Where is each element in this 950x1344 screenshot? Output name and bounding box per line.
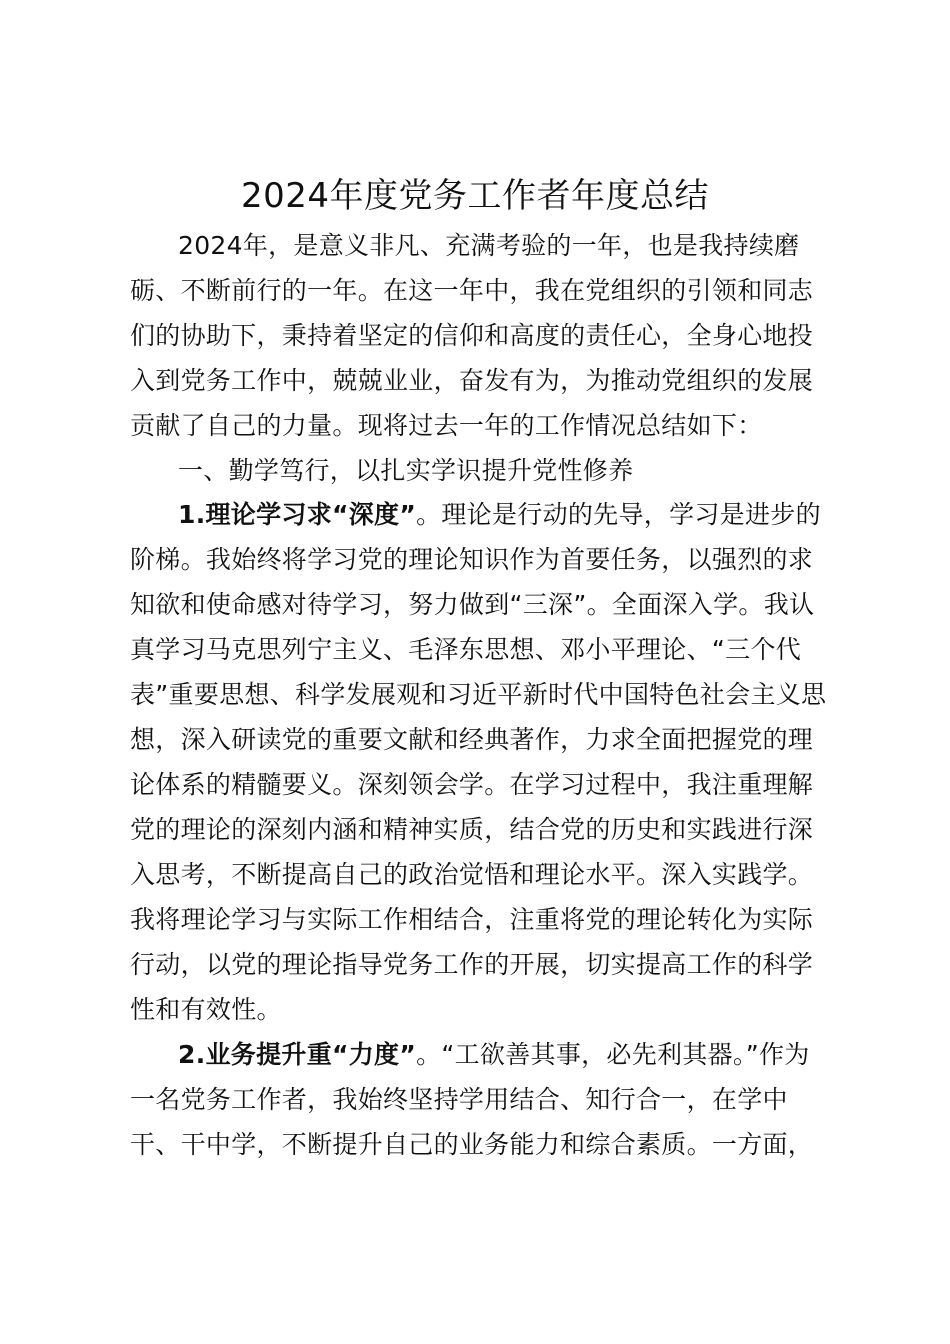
item1-line: 表”重要思想、科学发展观和习近平新时代中国特色社会主义思 — [130, 680, 827, 709]
item2-line: 干、干中学，不断提升自己的业务能力和综合素质。一方面， — [130, 1130, 814, 1159]
intro-line-2: 砺、不断前行的一年。在这一年中，我在党组织的引领和同志 — [130, 276, 814, 305]
item1-line: 阶梯。我始终将学习党的理论知识作为首要任务，以强烈的求 — [130, 545, 814, 574]
intro-line-5: 贡献了自己的力量。现将过去一年的工作情况总结如下： — [130, 411, 763, 440]
item1-line: 性和有效性。 — [130, 995, 282, 1024]
item1-line: 论体系的精髓要义。深刻领会学。在学习过程中，我注重理解 — [130, 770, 814, 799]
section-heading: 一、勤学笃行，以扎实学识提升党性修养 — [178, 456, 634, 485]
intro-line-4: 入到党务工作中，兢兢业业，奋发有为，为推动党组织的发展 — [130, 366, 814, 395]
item2-line: 一名党务工作者，我始终坚持学用结合、知行合一，在学中 — [130, 1085, 788, 1114]
item1-heading: 1.理论学习求“深度” — [178, 500, 417, 529]
item1-first-line-text: 。理论是行动的先导，学习是进步的 — [416, 500, 821, 529]
item1-line: 入思考，不断提高自己的政治觉悟和理论水平。深入实践学。 — [130, 860, 814, 889]
item2-first-line — [178, 1032, 850, 1077]
intro-line-1: 2024年，是意义非凡、充满考验的一年，也是我持续磨 — [178, 231, 800, 260]
item1-line: 知欲和使命感对待学习，努力做到“三深”。全面深入学。我认 — [130, 590, 815, 619]
item1-line: 行动，以党的理论指导党务工作的开展，切实提高工作的科学 — [130, 950, 814, 979]
item1-line: 想，深入研读党的重要文献和经典著作，力求全面把握党的理 — [130, 725, 814, 754]
item1-line: 我将理论学习与实际工作相结合，注重将党的理论转化为实际 — [130, 905, 814, 934]
item1-line: 真学习马克思列宁主义、毛泽东思想、邓小平理论、“三个代 — [130, 635, 802, 664]
intro-line-3: 们的协助下，秉持着坚定的信仰和高度的责任心，全身心地投 — [130, 321, 814, 350]
item2-first-line-text: 。“工欲善其事，必先利其器。”作为 — [416, 1040, 810, 1069]
item1-first-line — [178, 492, 850, 537]
item2-heading: 2.业务提升重“力度” — [178, 1040, 417, 1069]
item1-line: 党的理论的深刻内涵和精神实质，结合党的历史和实践进行深 — [130, 815, 814, 844]
document-title: 2024年度党务工作者年度总结 — [240, 176, 710, 216]
